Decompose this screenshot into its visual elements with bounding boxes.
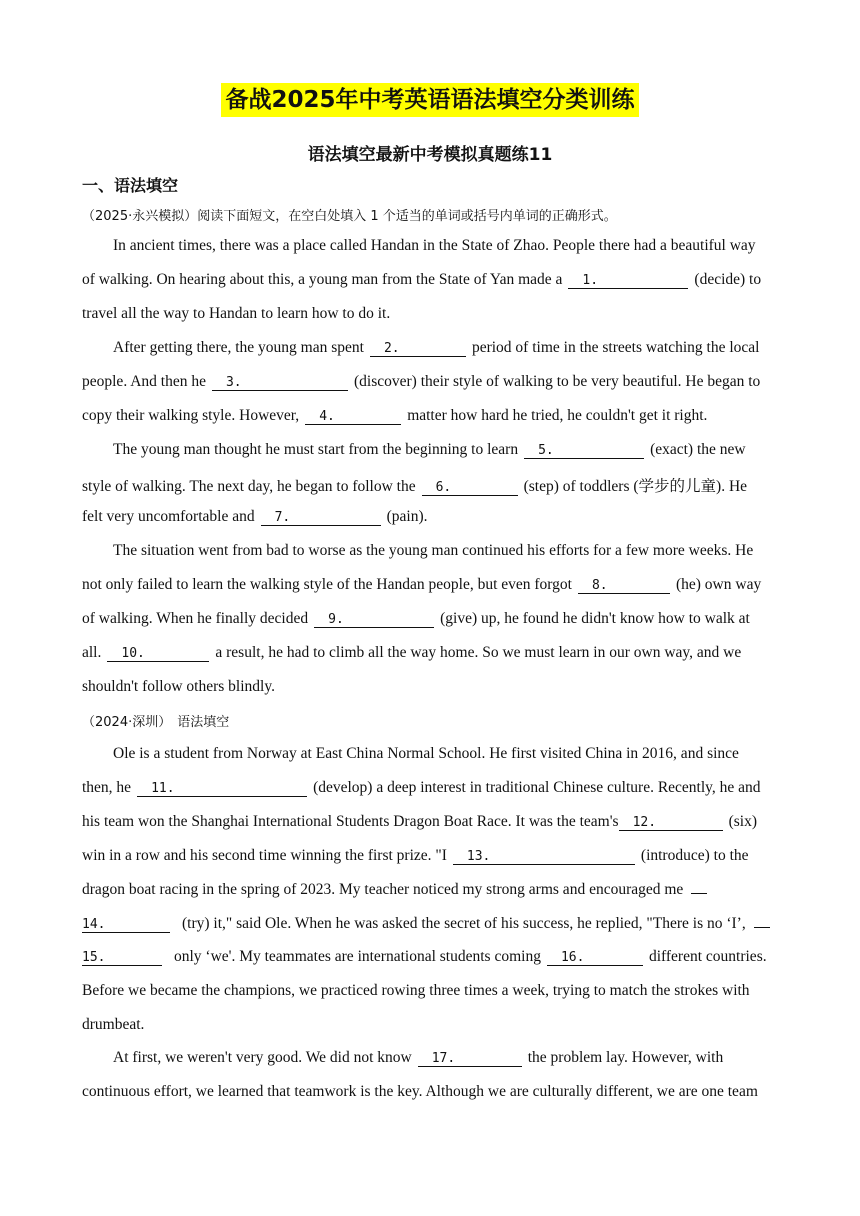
passage-line: not only failed to learn the walking style of the Handan people, but even forgot 8. (he) own way [82,576,762,593]
blank-8[interactable]: 8. [578,579,670,594]
blank-14[interactable]: 14. [82,918,170,933]
blank-3[interactable]: 3. [212,376,348,391]
blank-14-start [691,893,707,894]
blank-10[interactable]: 10. [107,647,209,662]
passage-line: of walking. When he finally decided 9. (give) up, he found he didn't know how to walk at [82,610,750,627]
passage-line: 14. (try) it," said Ole. When he was asked the secret of his success, he replied, "There is no ‘I’, [82,915,782,933]
blank-1[interactable]: 1. [568,274,688,289]
passage-line: all. 10. a result, he had to climb all the way home. So we must learn in our own way, and we [82,644,742,661]
passage-line: 15. only ‘we'. My teammates are international students coming 16. different countries. [82,948,767,965]
blank-9[interactable]: 9. [314,613,434,628]
passage-line: In ancient times, there was a place called Handan in the State of Zhao. People there had a beautiful way [113,237,756,254]
blank-6[interactable]: 6. [422,481,518,496]
blank-4[interactable]: 4. [305,410,401,425]
passage-line: After getting there, the young man spent 2. period of time in the streets watching the local [113,339,760,356]
passage2-source: （2024·深圳） [82,715,172,730]
passage-line: win in a row and his second time winning the first prize. "I 13. (introduce) to the [82,847,749,864]
passage-line: The young man thought he must start from the beginning to learn 5. (exact) the new [113,441,746,458]
blank-5[interactable]: 5. [524,444,644,459]
passage-line: Before we became the champions, we practiced rowing three times a week, trying to match the strokes with [82,982,750,999]
passage-line: continuous effort, we learned that teamwork is the key. Although we are culturally different, we are one team [82,1083,758,1100]
blank-15[interactable]: 15. [82,951,162,966]
blank-17[interactable]: 17. [418,1052,522,1067]
passage-line: people. And then he 3. (discover) their style of walking to be very beautiful. He began to [82,373,761,390]
passage2-instruction: （2024·深圳） 语法填空 [82,715,230,730]
blank-16[interactable]: 16. [547,951,643,966]
blank-2[interactable]: 2. [370,342,466,357]
passage-line: dragon boat racing in the spring of 2023. My teacher noticed my strong arms and encouraged me [82,881,782,899]
page-title: 备战2025年中考英语语法填空分类训练 [0,81,860,114]
passage-line: felt very uncomfortable and 7. (pain). [82,508,428,525]
passage-line: At first, we weren't very good. We did not know 17. the problem lay. However, with [113,1049,724,1066]
passage-line: Ole is a student from Norway at East China Normal School. He first visited China in 2016, and since [113,745,739,762]
passage1-source: （2025·永兴模拟） [82,209,198,224]
passage-line: drumbeat. [82,1016,145,1033]
blank-15-start [754,927,770,928]
section-heading: 一、语法填空 [82,176,179,195]
passage-line: then, he 11. (develop) a deep interest in traditional Chinese culture. Recently, he and [82,779,761,796]
passage-line: his team won the Shanghai International Students Dragon Boat Race. It was the team's 12. (six) [82,813,757,830]
passage-line: shouldn't follow others blindly. [82,678,275,695]
passage-line: of walking. On hearing about this, a young man from the State of Yan made a 1. (decide) to [82,271,762,288]
blank-13[interactable]: 13. [453,850,635,865]
passage-line: The situation went from bad to worse as the young man continued his efforts for a few more weeks. He [113,542,754,559]
passage-line: style of walking. The next day, he began to follow the 6. (step) of toddlers (学步的儿童). He [82,478,748,495]
page-subtitle: 语法填空最新中考模拟真题练11 [307,145,553,165]
blank-7[interactable]: 7. [261,511,381,526]
passage1-instruction: （2025·永兴模拟）阅读下面短文，在空白处填入 1 个适当的单词或括号内单词的正确形式。 [82,209,617,224]
blank-11[interactable]: 11. [137,782,307,797]
passage-line: copy their walking style. However, 4. matter how hard he tried, he couldn't get it right. [82,407,708,424]
blank-12[interactable]: 12. [619,816,723,831]
passage-line: travel all the way to Handan to learn how to do it. [82,305,391,322]
